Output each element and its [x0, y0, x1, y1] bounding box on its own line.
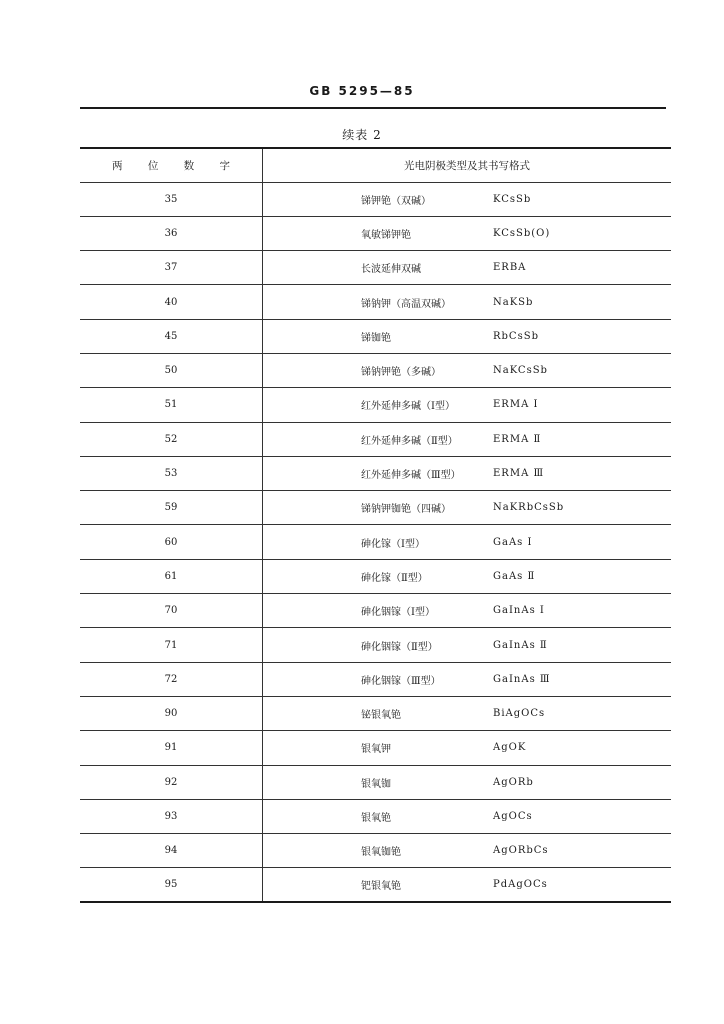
table-row — [80, 456, 671, 490]
cathode-abbreviation: AgOK — [493, 742, 527, 754]
table-row — [80, 182, 671, 216]
cathode-abbreviation: BiAgOCs — [493, 708, 546, 720]
row-type — [263, 319, 672, 353]
table-body — [80, 182, 671, 902]
row-code: 60 — [80, 525, 263, 559]
cathode-name: 锑钠钾铷铯（四碱） — [361, 504, 451, 516]
cathode-name: 砷化镓（Ⅰ型） — [361, 538, 425, 550]
document-header: GB 5295—85 — [309, 84, 415, 98]
table-row — [80, 765, 671, 799]
table-row — [80, 696, 671, 730]
row-code: 45 — [80, 319, 263, 353]
cathode-abbreviation: AgOCs — [493, 810, 533, 822]
row-type — [263, 216, 672, 250]
cathode-name: 红外延伸多碱（Ⅱ型） — [361, 435, 458, 447]
row-type — [263, 559, 672, 593]
row-code: 95 — [80, 868, 263, 902]
column-header-type: 光电阴极类型及其书写格式 — [263, 148, 672, 182]
cathode-name: 银氧铷铯 — [361, 847, 401, 859]
row-code: 50 — [80, 353, 263, 387]
row-code: 94 — [80, 834, 263, 868]
cathode-abbreviation: ERBA — [493, 262, 527, 274]
table-row — [80, 285, 671, 319]
row-code: 93 — [80, 799, 263, 833]
row-type — [263, 251, 672, 285]
cathode-abbreviation: KCsSb(O) — [493, 227, 551, 239]
row-type — [263, 594, 672, 628]
cathode-name: 长波延伸双碱 — [361, 264, 421, 276]
table-row — [80, 594, 671, 628]
row-code: 53 — [80, 456, 263, 490]
cathode-abbreviation: NaKSb — [493, 296, 534, 308]
cathode-abbreviation: KCsSb — [493, 193, 532, 205]
table-row — [80, 799, 671, 833]
table-row — [80, 319, 671, 353]
cathode-abbreviation: GaInAs Ⅰ — [493, 605, 545, 617]
cathode-abbreviation: GaAs Ⅱ — [493, 570, 536, 582]
table-row — [80, 731, 671, 765]
cathode-name: 砷化铟镓（Ⅰ型） — [361, 607, 435, 619]
photocathode-table — [80, 147, 671, 903]
row-type — [263, 388, 672, 422]
table-row — [80, 251, 671, 285]
cathode-name: 铋银氧铯 — [361, 710, 401, 722]
row-type — [263, 491, 672, 525]
row-code: 72 — [80, 662, 263, 696]
cathode-abbreviation: ERMA Ⅲ — [493, 468, 545, 480]
row-type — [263, 422, 672, 456]
row-type — [263, 834, 672, 868]
table-header-row — [80, 148, 671, 182]
cathode-abbreviation: AgORb — [493, 776, 534, 788]
table-row — [80, 216, 671, 250]
cathode-abbreviation: ERMA Ⅰ — [493, 399, 539, 411]
table-row — [80, 525, 671, 559]
row-type — [263, 525, 672, 559]
cathode-abbreviation: NaKCsSb — [493, 365, 548, 377]
row-type — [263, 868, 672, 902]
row-type — [263, 696, 672, 730]
cathode-abbreviation: RbCsSb — [493, 330, 539, 342]
cathode-name: 锑铷铯 — [361, 332, 391, 344]
cathode-name: 砷化镓（Ⅱ型） — [361, 572, 428, 584]
row-code: 70 — [80, 594, 263, 628]
row-code: 51 — [80, 388, 263, 422]
cathode-name: 红外延伸多碱（Ⅰ型） — [361, 401, 455, 413]
row-code: 71 — [80, 628, 263, 662]
header-rule — [80, 107, 666, 109]
row-code: 61 — [80, 559, 263, 593]
row-code: 59 — [80, 491, 263, 525]
row-code: 37 — [80, 251, 263, 285]
table-row — [80, 868, 671, 902]
row-code: 92 — [80, 765, 263, 799]
cathode-name: 锑钠钾（高温双碱） — [361, 298, 451, 310]
row-type — [263, 799, 672, 833]
cathode-abbreviation: AgORbCs — [493, 845, 549, 857]
row-code: 35 — [80, 182, 263, 216]
table-row — [80, 834, 671, 868]
row-code: 36 — [80, 216, 263, 250]
cathode-name: 银氧铷 — [361, 778, 391, 790]
row-type — [263, 456, 672, 490]
row-type — [263, 731, 672, 765]
table-caption: 续表 2 — [342, 128, 382, 142]
table-row — [80, 422, 671, 456]
cathode-abbreviation: GaInAs Ⅲ — [493, 673, 551, 685]
cathode-name: 钯银氧铯 — [361, 881, 401, 893]
cathode-abbreviation: ERMA Ⅱ — [493, 433, 542, 445]
cathode-name: 银氧铯 — [361, 812, 391, 824]
cathode-name: 砷化铟镓（Ⅲ型） — [361, 675, 441, 687]
cathode-name: 银氧钾 — [361, 744, 391, 756]
cathode-name: 砷化铟镓（Ⅱ型） — [361, 641, 438, 653]
row-type — [263, 353, 672, 387]
row-type — [263, 628, 672, 662]
table-row — [80, 388, 671, 422]
cathode-abbreviation: NaKRbCsSb — [493, 502, 565, 514]
cathode-abbreviation: PdAgOCs — [493, 879, 548, 891]
row-code: 52 — [80, 422, 263, 456]
column-header-code: 两 位 数 字 — [80, 148, 263, 182]
row-code: 91 — [80, 731, 263, 765]
cathode-abbreviation: GaInAs Ⅱ — [493, 639, 548, 651]
table-row — [80, 628, 671, 662]
table-row — [80, 559, 671, 593]
cathode-name: 锑钠钾铯（多碱） — [361, 367, 441, 379]
row-type — [263, 182, 672, 216]
table-row — [80, 491, 671, 525]
row-type — [263, 285, 672, 319]
table-row — [80, 662, 671, 696]
row-code: 90 — [80, 696, 263, 730]
table-row — [80, 353, 671, 387]
row-code: 40 — [80, 285, 263, 319]
cathode-name: 锑钾铯（双碱） — [361, 195, 431, 207]
cathode-abbreviation: GaAs Ⅰ — [493, 536, 533, 548]
row-type — [263, 662, 672, 696]
cathode-name: 氧敏锑钾铯 — [361, 229, 411, 241]
cathode-name: 红外延伸多碱（Ⅲ型） — [361, 470, 461, 482]
row-type — [263, 765, 672, 799]
